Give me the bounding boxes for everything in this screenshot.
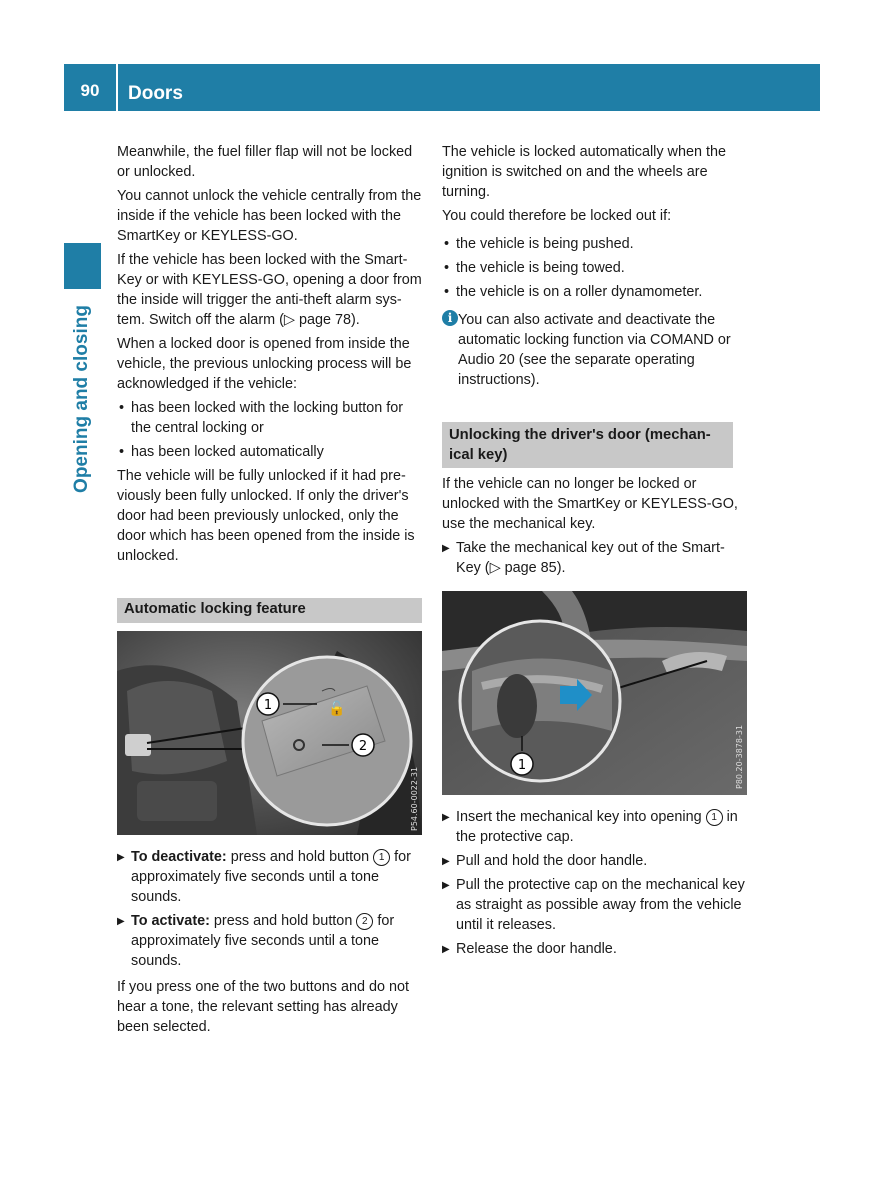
right-column-lower <box>442 807 748 963</box>
instruction-step: ▶ To deactivate: press and hold button 1 for approximately five seconds until a tone sounds. <box>117 849 411 905</box>
info-icon: i <box>442 310 458 326</box>
paragraph: The vehicle will be fully unlocked if it had pre-viously been fully unlocked. If only the driver's door had been previously unlocked, only the door which has been opened from the inside is unlocked. <box>117 468 415 564</box>
door-button-highlight <box>125 734 151 756</box>
info-note: i You can also activate and deactivate the automatic locking function via COMAND or Audio 20 (see the separate operating instructions). <box>442 310 748 390</box>
instruction-step: ▶ Insert the mechanical key into opening 1 in the protective cap. <box>442 809 738 845</box>
list-item: • the vehicle is on a roller dynamometer. <box>444 284 703 300</box>
instruction-step: ▶ To activate: press and hold button 2 for approximately five seconds until a tone sounds. <box>117 913 395 969</box>
list-item: • has been locked automatically <box>119 444 324 460</box>
list-item: • the vehicle is being towed. <box>444 260 625 276</box>
paragraph: When a locked door is opened from inside the vehicle, the previous unlocking process will be acknowledged if the vehicle: <box>117 336 412 392</box>
page-reference[interactable]: ▷ page 85 <box>489 560 557 576</box>
figure-mechanical-key <box>442 591 747 795</box>
right-column-middle <box>442 474 748 582</box>
paragraph: If the vehicle can no longer be locked or unlocked with the SmartKey or KEYLESS-GO, use the mechanical key. <box>442 476 738 532</box>
left-column-lower <box>117 847 423 1041</box>
figure-code: P54.60-0022-31 <box>410 766 419 831</box>
paragraph: If the vehicle has been locked with the Smart-Key or with KEYLESS-GO, opening a door from the inside will trigger the anti-theft alarm sys-tem. Switch off the alarm (▷ page 78). <box>117 252 422 328</box>
svg-text:2: 2 <box>358 739 368 754</box>
svg-text:1: 1 <box>263 698 273 713</box>
instruction-step: ▶ Pull the protective cap on the mechanical key as straight as possible away from the vehicle until it releases. <box>442 877 745 933</box>
instruction-step: ▶ Release the door handle. <box>442 941 617 957</box>
unlock-icon: 🔓 <box>328 701 346 717</box>
chapter-marker <box>64 243 101 289</box>
chapter-label: Opening and closing <box>71 305 92 493</box>
paragraph: You cannot unlock the vehicle centrally from the inside if the vehicle has been locked with the SmartKey or KEYLESS-GO. <box>117 188 422 244</box>
paragraph: Meanwhile, the fuel filler flap will not be locked or unlocked. <box>117 144 413 180</box>
list-item: • the vehicle is being pushed. <box>444 236 634 252</box>
right-column <box>442 142 748 390</box>
left-column <box>117 142 423 570</box>
paragraph: The vehicle is locked automatically when the ignition is switched on and the wheels are turning. <box>442 144 726 200</box>
header-divider <box>116 64 118 111</box>
paragraph: You could therefore be locked out if: <box>442 208 672 224</box>
section-heading: Automatic locking feature <box>117 598 422 623</box>
section-heading: Unlocking the driver's door (mechan-ical key) <box>442 422 733 468</box>
page-title: Doors <box>128 83 183 104</box>
paragraph: If you press one of the two buttons and do not hear a tone, the relevant setting has already been selected. <box>117 979 410 1035</box>
figure-locking-buttons <box>117 631 422 835</box>
page-number: 90 <box>80 81 100 100</box>
instruction-step: ▶ Take the mechanical key out of the Smart-Key (▷ page 85). <box>442 540 725 576</box>
figure-code: P80.20-3878-31 <box>735 724 744 789</box>
page-reference[interactable]: ▷ page 78 <box>283 312 351 328</box>
page-header <box>64 64 820 111</box>
list-item: • has been locked with the locking button for the central locking or <box>119 400 403 436</box>
svg-text:1: 1 <box>517 758 527 773</box>
instruction-step: ▶ Pull and hold the door handle. <box>442 853 648 869</box>
